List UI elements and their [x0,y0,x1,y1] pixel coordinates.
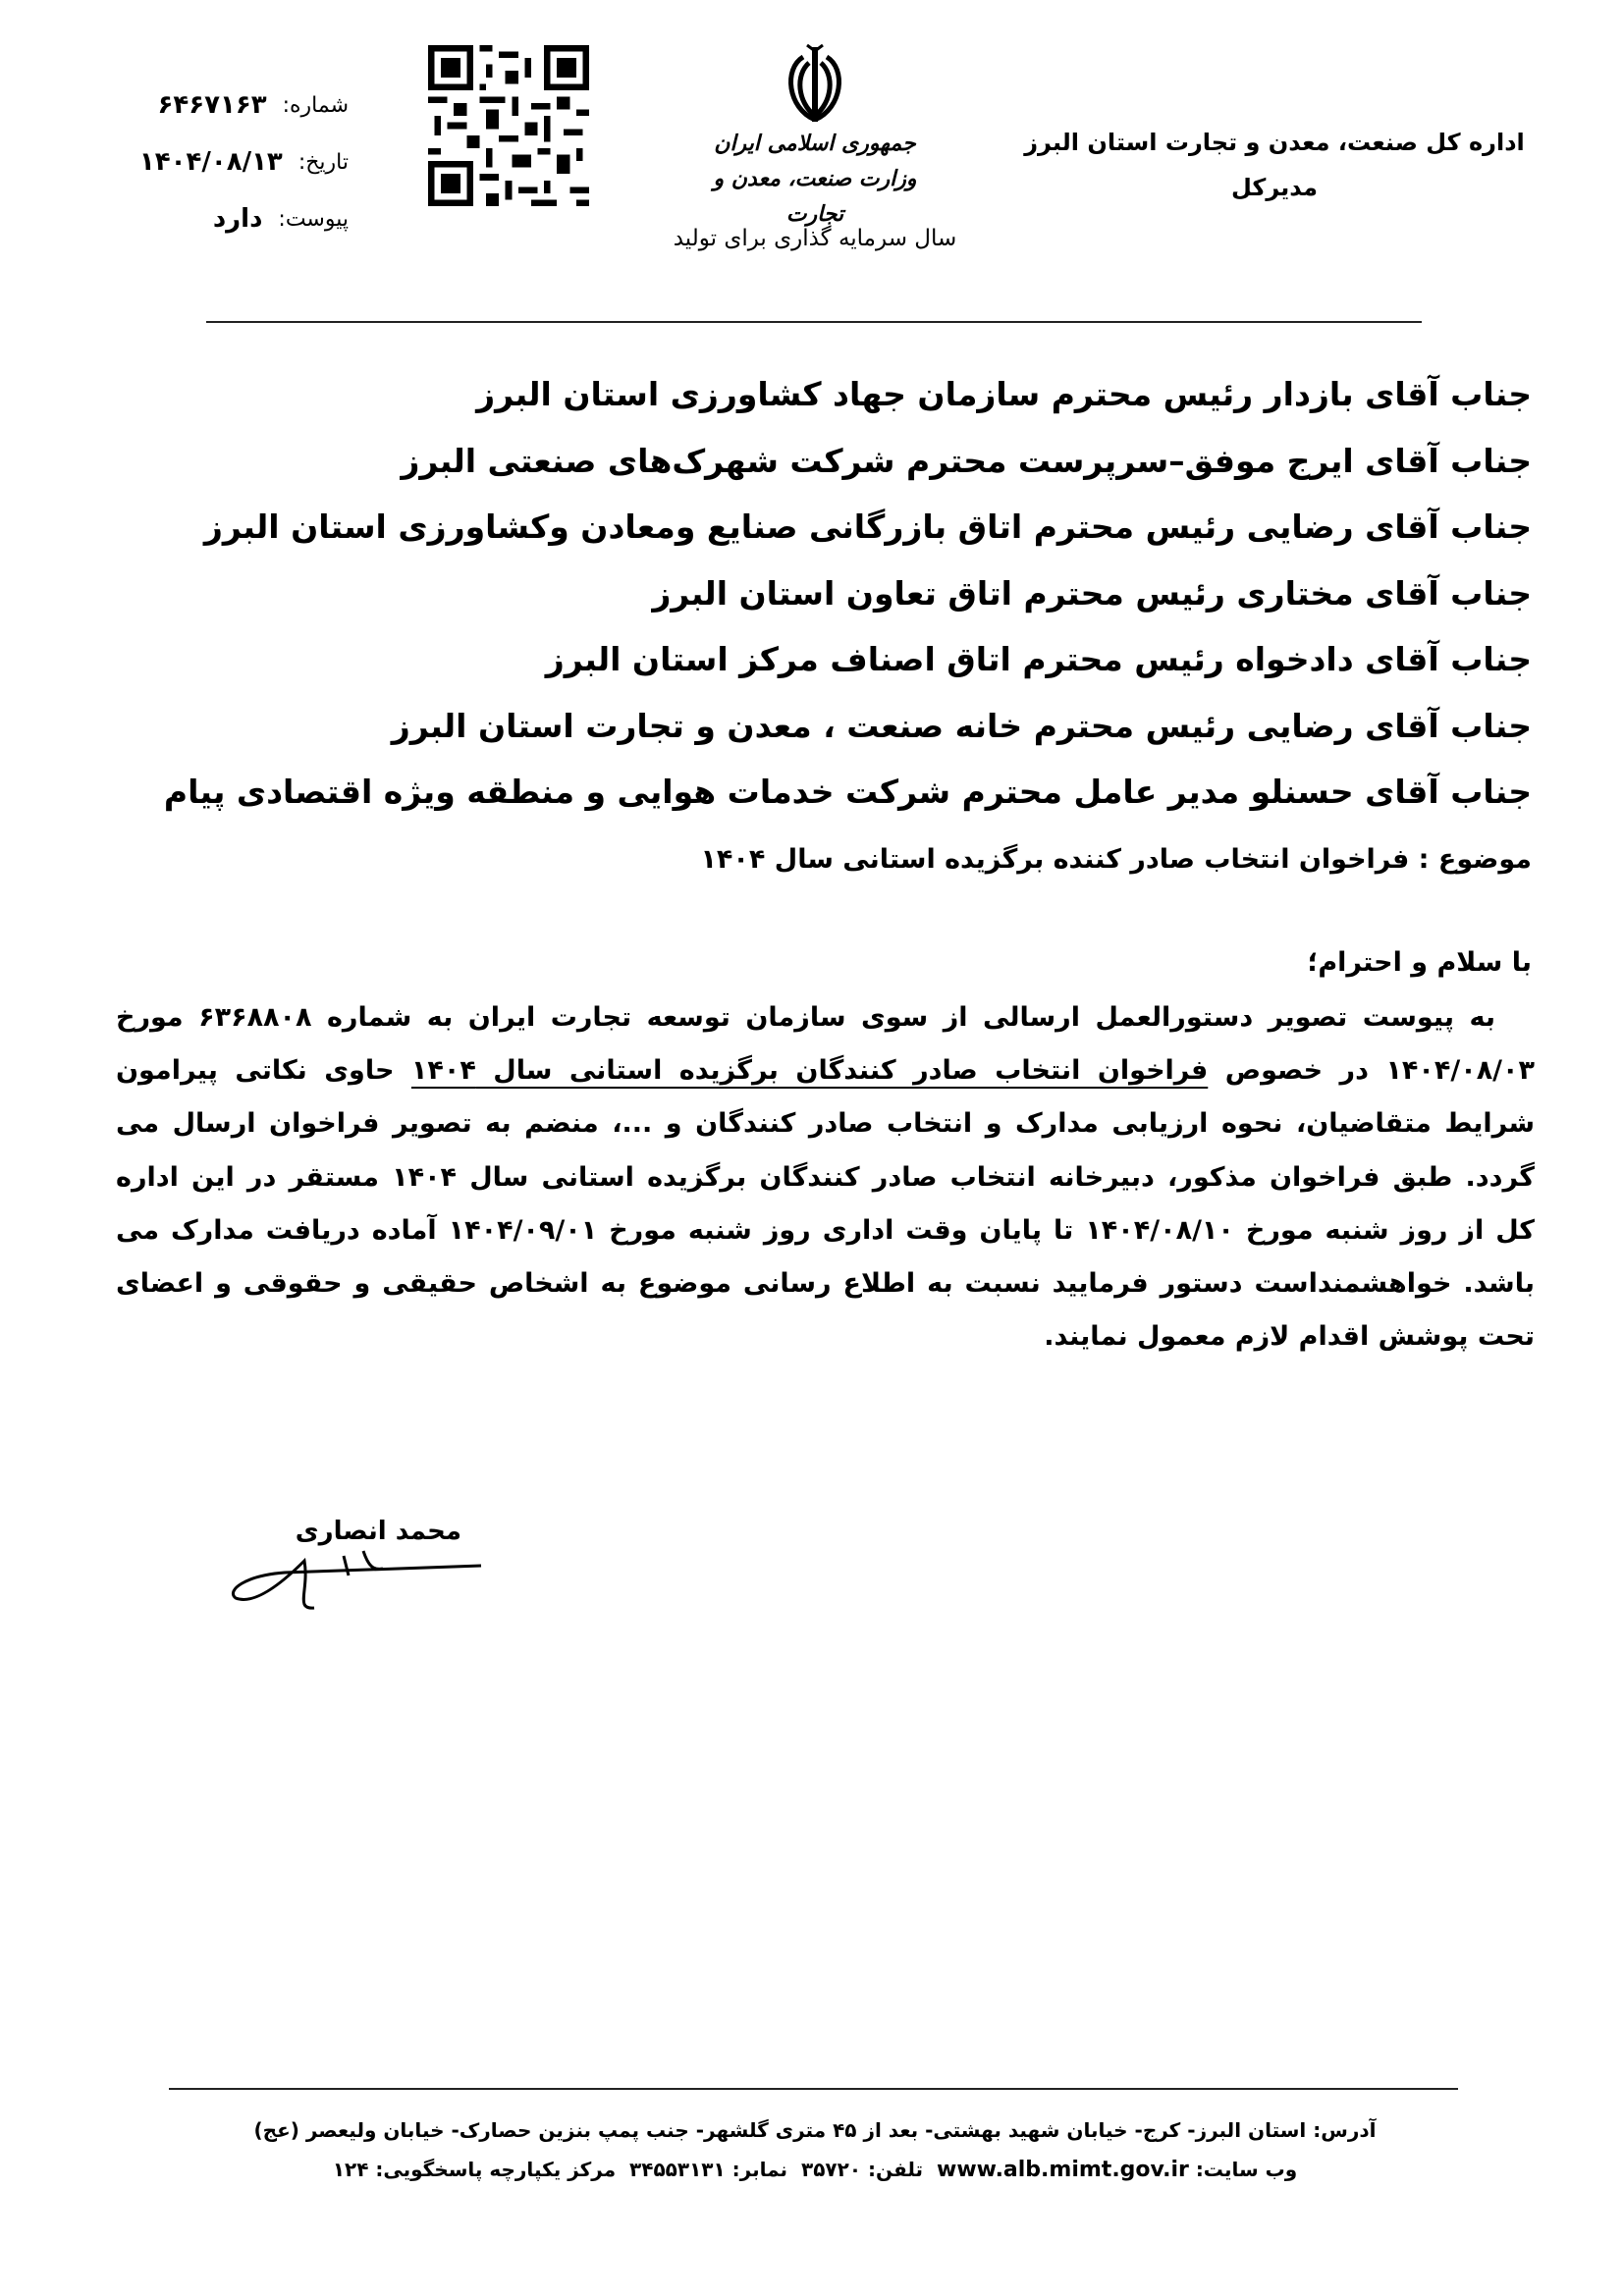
letter-number-row [118,77,349,133]
letter-subject: موضوع : فراخوان انتخاب صادر کننده برگزیده استانی سال ۱۴۰۴ [700,844,1532,875]
year-slogan: سال سرمایه گذاری برای تولید [673,226,957,251]
date-value: ۱۴۰۴/۰۸/۱۳ [138,147,283,177]
attachment-label: پیوست: [278,206,349,232]
letter-footer [147,2110,1483,2190]
greeting: با سلام و احترام؛ [1307,947,1532,978]
handwritten-signature [226,1512,491,1620]
attachment-row [118,190,349,247]
footer-divider [169,2088,1458,2090]
website-label: وب سایت: [1195,2158,1298,2181]
header-divider [206,321,1422,323]
recipient: جناب آقای حسنلو مدیر عامل محترم شرکت خدمات هوایی و منطقه ویژه اقتصادی پیام [163,773,1532,811]
letterhead-organization [1019,120,1530,210]
recipient: جناب آقای رضایی رئیس محترم خانه صنعت ، معدن و تجارت استان البرز [391,706,1532,745]
website-link[interactable]: www.alb.mimt.gov.ir [937,2158,1189,2182]
number-label: شماره: [282,92,349,118]
body-line: شرایط متقاضیان، نحوه ارزیابی مدارک و انتخاب صادر کنندگان و ...، منضم به تصویر فراخوان ارسال می [116,1108,1535,1140]
recipient: جناب آقای ایرج موفق–سرپرست محترم شرکت شهرک‌های صنعتی البرز [401,441,1532,480]
body-text: حاوی نکاتی پیرامون [116,1055,395,1087]
ministry-logotype [687,126,943,232]
recipients-list [157,361,1532,826]
number-value: ۶۴۶۷۱۶۳ [157,90,267,120]
qr-code [428,45,589,206]
signatory-name: محمد انصاری [295,1517,461,1546]
attachment-value: دارد [212,204,263,234]
hotline-number: مرکز یکپارچه پاسخگویی: ۱۲۴ [332,2158,617,2181]
recipient: جناب آقای بازدار رئیس محترم سازمان جهاد کشاورزی استان البرز [476,375,1532,413]
body-line: به پیوست تصویر دستورالعمل ارسالی از سوی سازمان توسعه تجارت ایران به شماره ۶۳۶۸۸۰۸ مورخ [116,1002,1495,1033]
letter-body [116,991,1535,1363]
body-line [116,1044,1535,1097]
ministry-line-2: وزارت صنعت، معدن و تجارت [713,166,917,227]
fax-number: نمابر: ۳۴۵۵۳۱۳۱ [629,2158,788,2181]
body-text: ۱۴۰۴/۰۸/۰۳ در خصوص [1224,1055,1535,1087]
phone-number: تلفن: ۳۵۷۲۰ [800,2158,924,2181]
sender-position: مدیرکل [1230,174,1319,201]
body-line: تحت پوشش اقدام لازم معمول نمایند. [1044,1321,1535,1353]
recipient: جناب آقای رضایی رئیس محترم اتاق بازرگانی صنایع ومعادن وکشاورزی استان البرز [203,507,1532,546]
recipient: جناب آقای مختاری رئیس محترم اتاق تعاون استان البرز [652,573,1532,613]
body-line: کل از روز شنبه مورخ ۱۴۰۴/۰۸/۱۰ تا پایان وقت اداری روز شنبه مورخ ۱۴۰۴/۰۹/۰۱ آماده دریافت مدارک می [116,1214,1535,1246]
underlined-call-title: فراخوان انتخاب صادر کنندگان برگزیده استانی سال ۱۴۰۴ [410,1055,1209,1087]
body-line: باشد. خواهشمنداست دستور فرمایید نسبت به اطلاع رسانی موضوع به اشخاص حقیقی و حقوقی و اعضای [116,1268,1535,1300]
body-line: گردد. طبق فراخوان مذکور، دبیرخانه انتخاب صادر کنندگان برگزیده استانی سال ۱۴۰۴ مستقر در این اداره [116,1161,1535,1193]
letter-date-row [118,133,349,190]
footer-contacts [147,2150,1483,2190]
iran-emblem-logo [776,39,854,128]
letter-metadata [118,77,349,247]
footer-address: آدرس: استان البرز- کرج- خیابان شهید بهشتی- بعد از ۴۵ متری گلشهر- جنب پمپ بنزین حصارک- خیابان ولیعصر (عج) [253,2118,1377,2142]
organization-name: اداره کل صنعت، معدن و تجارت استان البرز [1024,129,1525,156]
date-label: تاریخ: [298,149,349,175]
ministry-line-1: جمهوری اسلامی ایران [714,131,916,156]
recipient: جناب آقای دادخواه رئیس محترم اتاق اصناف مرکز استان البرز [545,640,1532,678]
